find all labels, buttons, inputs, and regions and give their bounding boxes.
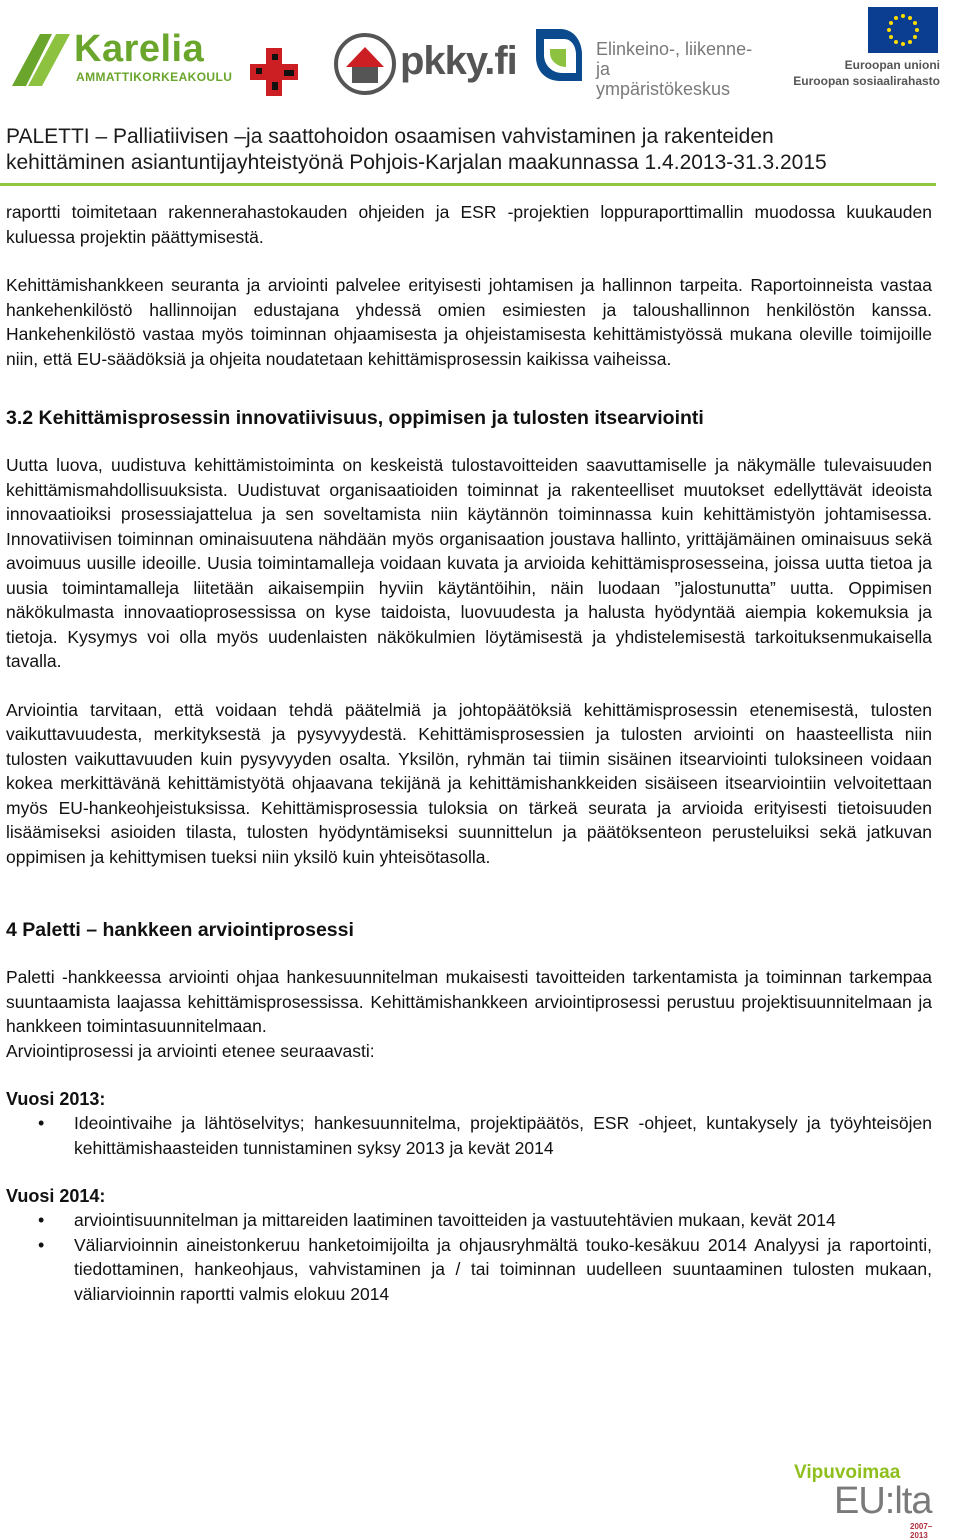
logo-row [0,0,960,110]
pkky-house-icon [334,33,396,95]
karelia-logo [12,28,234,88]
karelia-mark-icon [12,30,72,86]
eu-line-1: Euroopan unioni [844,58,940,72]
list-item [6,1111,932,1160]
paragraph-paletti: Paletti -hankkeessa arviointi ohjaa hankesuunnitelman mukaisesti tavoitteiden tarkentamista ja toiminnan tarkempaa suuntaamista laajassa kehittämisprosessissa. Kehittämishankkeen arviointiprosessi perustuu projektisuunnitelmaan ja hankkeen toimintasuunnitelmaan. [6,967,932,1036]
list-item-text: Ideointivaihe ja lähtöselvitys; hankesuunnitelma, projektipäätös, ESR -ohjeet, kuntakysely ja työyhteisöjen kehittämishaasteiden tunnistaminen syksy 2013 ja kevät 2014 [74,1113,932,1158]
year-2014-heading: Vuosi 2014: [6,1186,106,1206]
red-cross-logo [250,48,310,96]
header-line-2: kehittäminen asiantuntijayhteistyönä Pohjois-Karjalan maakunnassa 1.4.2013-31.3.2015 [6,151,827,174]
bullet-icon: • [38,1210,45,1230]
paragraph-monitoring: Kehittämishankkeen seuranta ja arviointi palvelee erityisesti johtamisen ja hallinnon tarpeita. Raportoinneista vastaa hankehenkilöstö hallinnoijan edustajana yhdessä omien esimiesten ja taloushallinnon henkilöstön kanssa. Hankehenkilöstö vastaa myös toiminnan ohjaamisesta ja ohjeistamisesta kehittämistyössä mukana oleville toimijoille niin, että EU-säädöksiä ja ohjeita noudatetaan kehittämisprosessin kaikissa vaiheissa. [6,275,932,369]
euilta-text: EU:lta [834,1480,932,1522]
paragraph-report: raportti toimitetaan rakennerahastokauden ohjeiden ja ESR -projektien loppuraporttimallin muodossa kuukauden kuluessa projektin päättymisestä. [6,202,932,247]
list-item-text: Väliarvioinnin aineistonkeruu hanketoimijoilta ja ohjausryhmältä touko-kesäkuu 2014 Analyysi ja raportointi, tiedottaminen, hankeohjaus, vahvistaminen ja / tai toiminnan uudelleen suuntaaminen tulosten mukaan, väliarvioinnin raportti valmis elokuu 2014 [74,1234,932,1304]
header-divider [0,183,936,186]
vipuvoimaa-logo [790,1460,950,1540]
document-body [6,200,932,1306]
vipuvoimaa-text: Vipuvoimaa [794,1462,901,1483]
eu-flag-icon [868,7,938,53]
list-2014 [6,1208,932,1306]
ely-text [596,39,770,99]
karelia-subtitle: AMMATTIKORKEAKOULU [76,70,233,84]
years-text: 2007–2013 [910,1522,933,1540]
ely-emblem-icon [530,25,590,89]
paragraph-process-intro: Arviointiprosessi ja arviointi etenee seuraavasti: [6,1040,375,1061]
eu-logo [790,5,940,97]
list-item [6,1233,932,1307]
paragraph-evaluation: Arviointia tarvitaan, että voidaan tehdä päätelmiä ja johtopäätöksiä kehittämisprosessin etenemisestä, tulosten vaikuttavuudesta, merkityksestä ja pysyvyydestä. Kehittämisprosessien ja tulosten arviointi on haasteellista niin tulosten vaikuttavuuden kuin pysyvyyden osalta. Yksilön, ryhmän tai tiimin sisäinen itsearviointi tuloksineen voidaan kokea merkittävänä kehittämistyötä ohjaavana tekijänä ja kehittämishankkeiden sisäiseen itsearviointiin velvoitettaan myös EU-hankeohjeistuksissa. Kehittämisprosessia tuloksia on tärkeä seurata ja arvioida erityisesti tietoisuuden lisäämiseksi asioiden tilasta, tulosten hyödyntämiseksi suunnittelun ja päätöksenteon perusteluiksi sekä jatkuvan oppimisen ja kehittymisen tueksi niin yksilö kuin yhteisötasolla. [6,699,932,867]
document-header [6,124,946,176]
section-heading-3-2: 3.2 Kehittämisprosessin innovatiivisuus, oppimisen ja tulosten itsearviointi [6,407,704,429]
eu-text [790,57,940,89]
ely-line-1: Elinkeino-, liikenne- ja [596,39,753,79]
pkky-logo [334,33,517,97]
year-2013-heading: Vuosi 2013: [6,1089,106,1109]
paragraph-innovation: Uutta luova, uudistuva kehittämistoiminta on keskeistä tulostavoitteiden saavuttamiselle ja näkymälle tulevaisuuden kehittämismahdollisuuksista. Uudistuvat organisaatioiden toiminnat ja rakenteelliset muutokset edellyttävät ideoista innovaatioiksi prosessiajattelua ja sen soveltamista niin käytännön toiminnassa kuin kehittämistyön johtamisessa. Innovatiivisen toiminnan ominaisuutena nähdään myös organisaation joustava hallinto, yrittäjämäinen ominaisuus sekä avoimuus uusille ideoille. Uusia toimintamalleja voidaan kuvata ja arvioida kehittämisprosesseina, joissa uutta tietoa ja uusia toimintamalleja liitetään aikaisempiin hyviin käytäntöihin, näin luodaan ”jalostunutta” uutta. Oppimisen näkökulmasta innovaatioprosessissa on kyse taidoista, luovuudesta ja halusta hyödyntää aiempia kokemuksia ja tietoja. Kysymys voi olla myös uudenlaisten näkökulmien löytämisestä ja yhdistelemisestä tarkoituksenmukaisella tavalla. [6,455,932,671]
header-line-1: PALETTI – Palliatiivisen –ja saattohoidon osaamisen vahvistaminen ja rakenteiden [6,125,774,148]
bullet-icon: • [38,1113,45,1133]
eu-line-2: Euroopan sosiaalirahasto [793,74,940,88]
ely-line-2: ympäristökeskus [596,79,731,99]
ely-logo [530,25,770,99]
list-item [6,1208,932,1233]
list-item-text: arviointisuunnitelman ja mittareiden laatiminen tavoitteiden ja vastuutehtävien mukaan, kevät 2014 [74,1210,836,1230]
section-heading-4: 4 Paletti – hankkeen arviointiprosessi [6,919,354,941]
list-2013 [6,1111,932,1160]
cross-icon [250,48,310,96]
bullet-icon: • [38,1234,45,1255]
karelia-name: Karelia [74,28,205,70]
pkky-text: pkky.fi [400,39,517,83]
